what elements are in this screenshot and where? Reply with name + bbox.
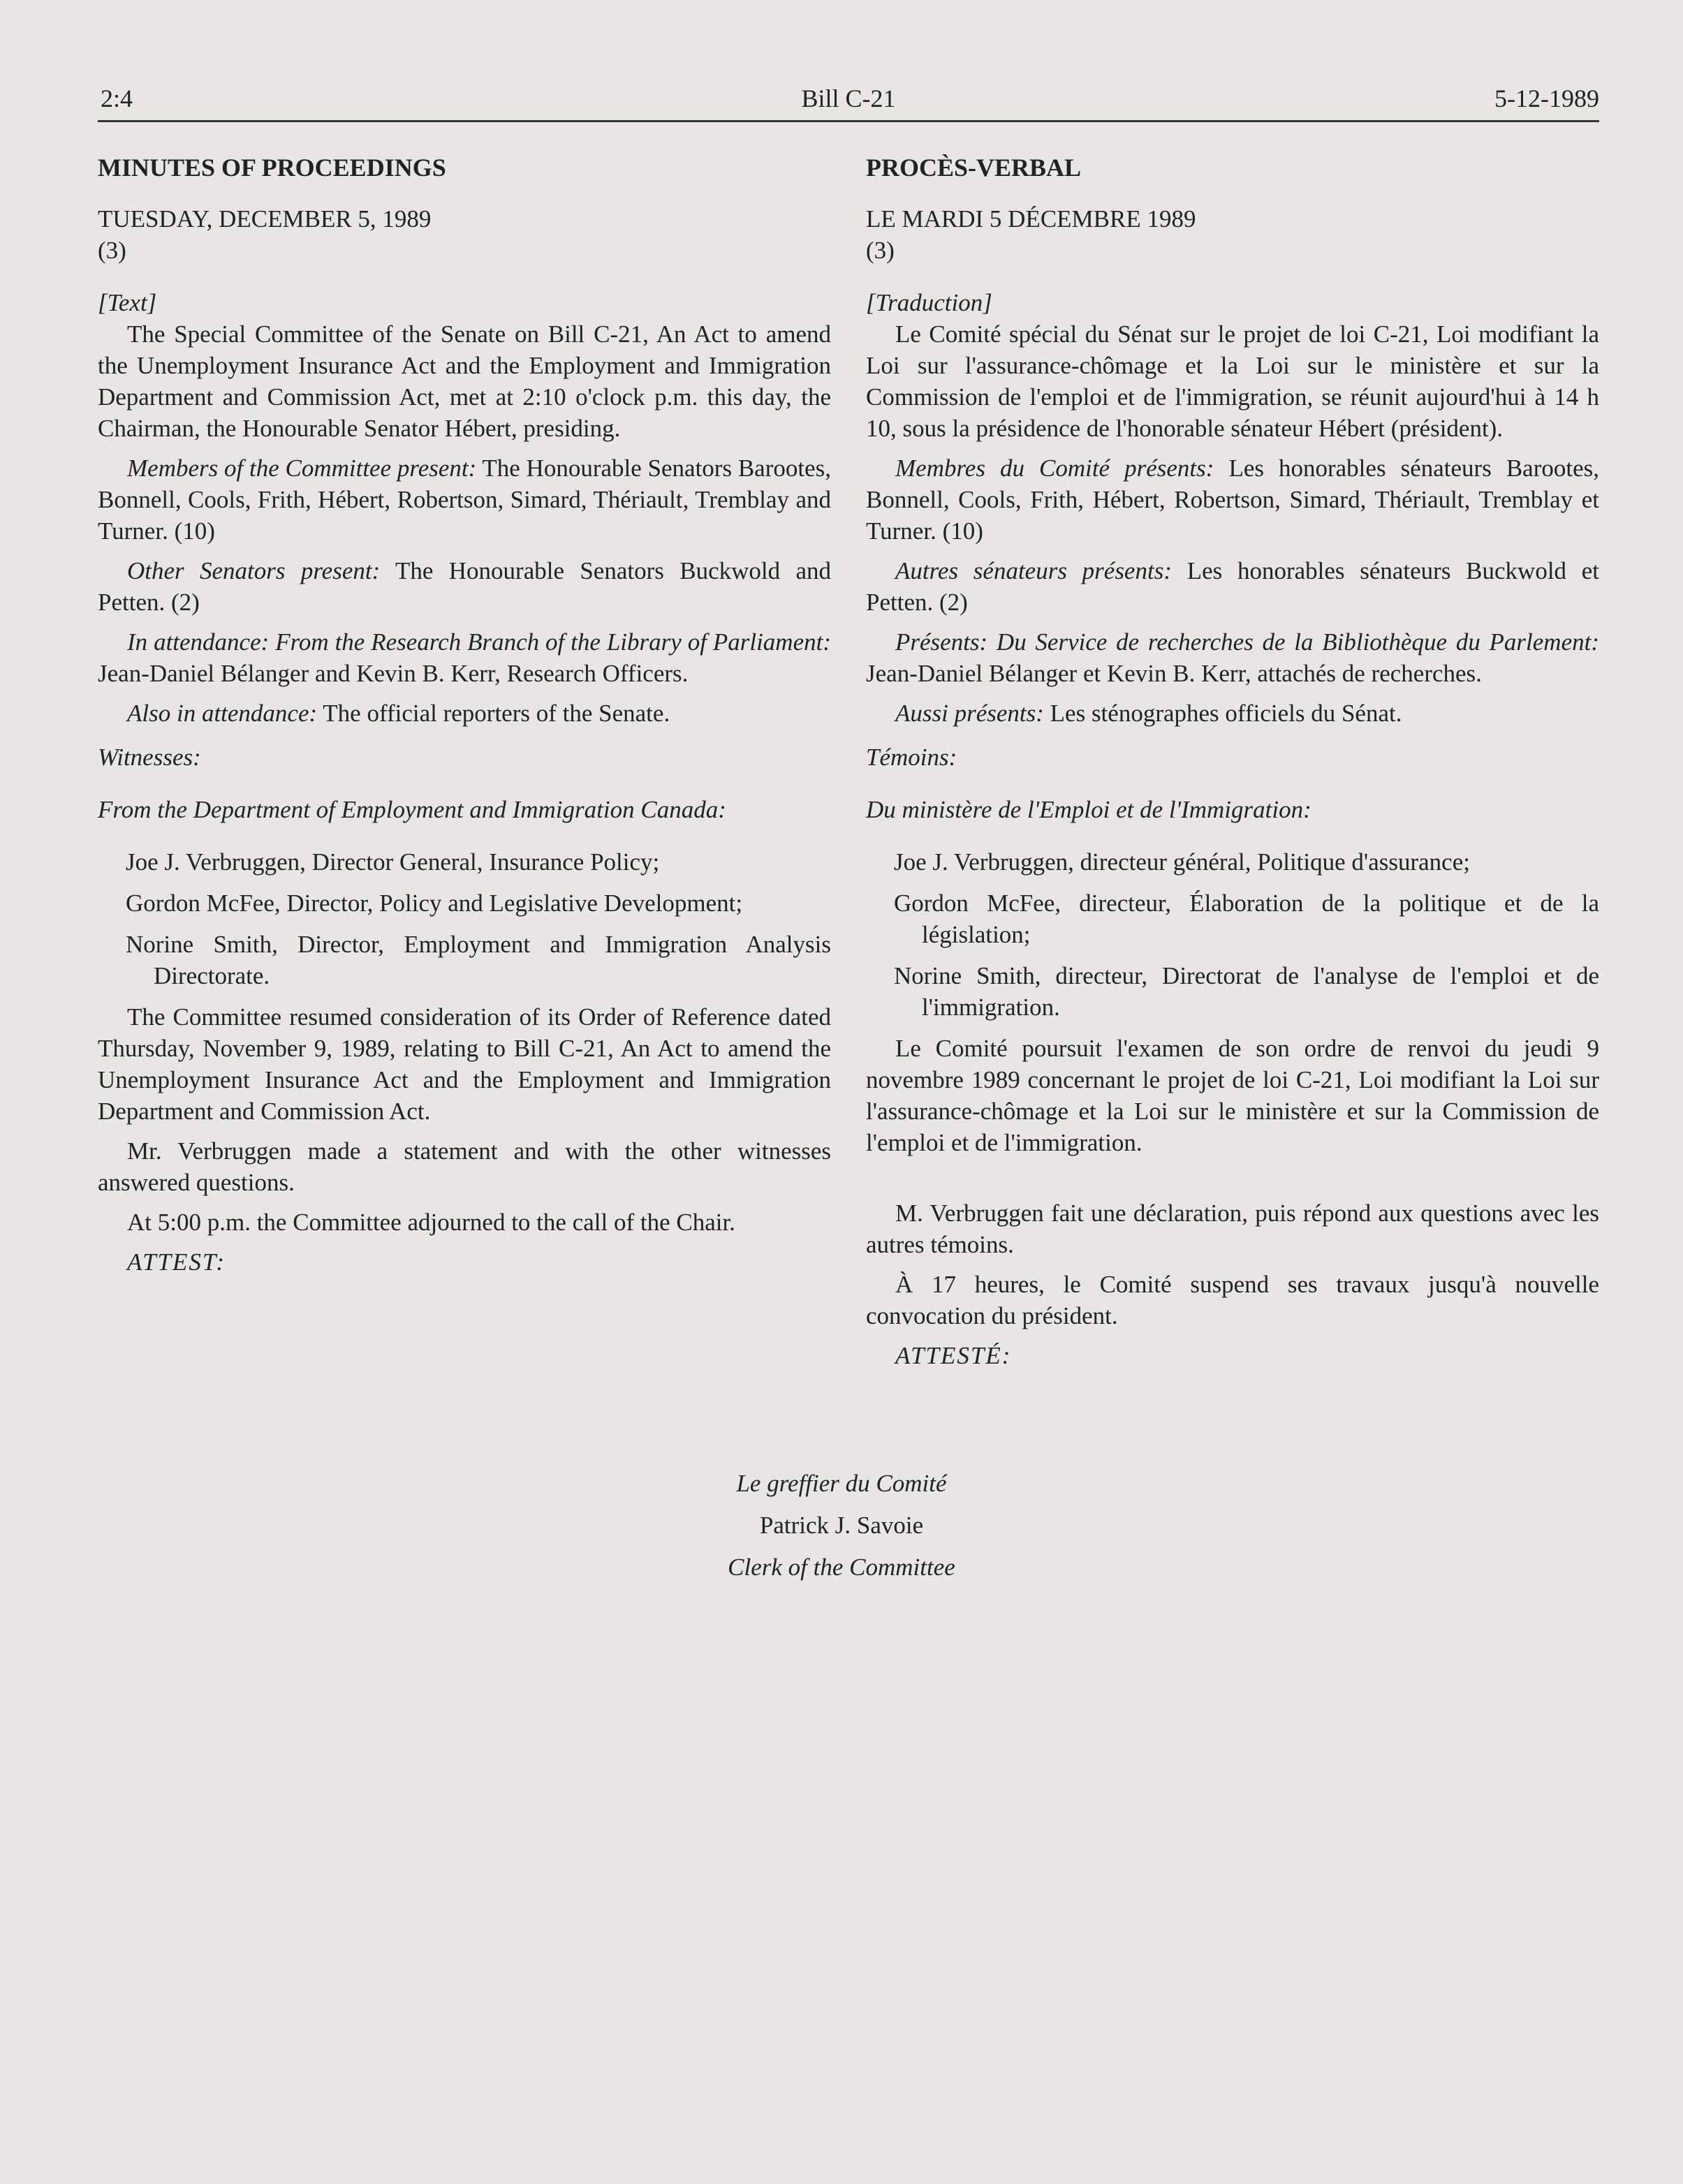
fr-others-label: Autres sénateurs présents: xyxy=(895,557,1172,584)
fr-members-text: Les honorables sénateurs Barootes, Bonnell, Cools, Frith, Hébert, Robertson, Simard, Thériault, Tremblay et Turner. (10) xyxy=(866,455,1599,545)
en-others-paragraph xyxy=(98,555,831,618)
en-attendance-paragraph xyxy=(98,626,831,689)
fr-attendance-paragraph xyxy=(866,626,1599,689)
clerk-role-en: Clerk of the Committee xyxy=(728,1554,955,1581)
fr-intro-paragraph: Le Comité spécial du Sénat sur le projet de loi C-21, Loi modifiant la Loi sur l'assurance-chômage et la Loi sur le ministère et sur la Commission de l'emploi et de l'immigration, se réunit aujourd'hui à 14 h 10, sous la présidence de l'honorable sénateur Hébert (président). xyxy=(866,320,1599,442)
fr-meeting-date: LE MARDI 5 DÉCEMBRE 1989 xyxy=(866,205,1196,233)
page-number: 2:4 xyxy=(101,84,133,112)
fr-witnesses-heading: Témoins: xyxy=(866,744,957,771)
fr-members-paragraph xyxy=(866,452,1599,547)
fr-adjourned-paragraph: À 17 heures, le Comité suspend ses travaux jusqu'à nouvelle convocation du président. xyxy=(866,1271,1599,1329)
en-witness-item: Gordon McFee, Director, Policy and Legislative Development; xyxy=(126,890,743,917)
en-witness-item: Norine Smith, Director, Employment and Immigration Analysis Directorate. xyxy=(126,931,831,989)
page-header xyxy=(98,78,1599,122)
clerk-name: Patrick J. Savoie xyxy=(759,1512,924,1539)
en-adjourned-paragraph: At 5:00 p.m. the Committee adjourned to the call of the Chair. xyxy=(127,1209,735,1236)
en-others-text: The Honourable Senators Buckwold and Petten. (2) xyxy=(98,557,831,616)
en-statement-paragraph: Mr. Verbruggen made a statement and with the other witnesses answered questions. xyxy=(98,1137,831,1196)
en-meeting-number: (3) xyxy=(98,237,126,264)
header-date: 5-12-1989 xyxy=(1494,84,1599,112)
en-language-tag: [Text] xyxy=(98,289,157,316)
en-intro-paragraph: The Special Committee of the Senate on Bill C-21, An Act to amend the Unemployment Insurance Act and the Employment and Immigration Department and Commission Act, met at 2:10 o'clock p.m. this day, the Chairman, the Honourable Senator Hébert, presiding. xyxy=(98,320,831,442)
clerk-role-fr: Le greffier du Comité xyxy=(736,1470,947,1497)
fr-also-text: Les sténographes officiels du Sénat. xyxy=(1043,700,1402,727)
fr-language-tag: [Traduction] xyxy=(866,289,992,316)
en-section-title: MINUTES OF PROCEEDINGS xyxy=(98,154,446,182)
fr-witness-item: Joe J. Verbruggen, directeur général, Politique d'assurance; xyxy=(894,848,1470,876)
fr-attest: ATTESTÉ: xyxy=(895,1342,1012,1369)
fr-statement-paragraph: M. Verbruggen fait une déclaration, puis répond aux questions avec les autres témoins. xyxy=(866,1200,1599,1258)
en-attest: ATTEST: xyxy=(127,1248,226,1276)
fr-resumed-paragraph: Le Comité poursuit l'examen de son ordre de renvoi du jeudi 9 novembre 1989 concernant le projet de loi C-21, Loi modifiant la Loi sur l'assurance-chômage et la Loi sur le ministère et sur la Commission de l'emploi et de l'immigration. xyxy=(866,1035,1599,1156)
fr-also-paragraph xyxy=(866,698,1599,729)
en-others-label: Other Senators present: xyxy=(127,557,381,584)
en-resumed-paragraph: The Committee resumed consideration of its Order of Reference dated Thursday, November 9, 1989, relating to Bill C-21, An Act to amend the Unemployment Insurance Act and the Employment and Immigration Department and Commission Act. xyxy=(98,1003,831,1125)
fr-witness-item: Norine Smith, directeur, Directorat de l'analyse de l'emploi et de l'immigration. xyxy=(894,962,1599,1021)
fr-others-paragraph xyxy=(866,555,1599,618)
en-department: From the Department of Employment and Immigration Canada: xyxy=(98,796,726,823)
en-witness-item: Joe J. Verbruggen, Director General, Insurance Policy; xyxy=(126,848,660,876)
en-attendance-text: Jean-Daniel Bélanger and Kevin B. Kerr, Research Officers. xyxy=(98,660,689,687)
fr-also-label: Aussi présents: xyxy=(895,700,1044,727)
signature-block xyxy=(0,1463,1683,1588)
en-members-text: The Honourable Senators Barootes, Bonnell, Cools, Frith, Hébert, Robertson, Simard, Thériault, Tremblay and Turner. (10) xyxy=(98,455,831,545)
en-members-label: Members of the Committee present: xyxy=(127,455,477,482)
fr-attendance-text: Jean-Daniel Bélanger et Kevin B. Kerr, attachés de recherches. xyxy=(866,660,1482,687)
english-column xyxy=(98,152,831,1278)
fr-members-label: Membres du Comité présents: xyxy=(895,455,1214,482)
en-attendance-label: In attendance: From the Research Branch of the Library of Parliament: xyxy=(127,628,831,656)
fr-spacer xyxy=(866,1167,1599,1197)
en-witnesses-heading: Witnesses: xyxy=(98,744,201,771)
bill-title: Bill C-21 xyxy=(801,84,896,112)
fr-section-title: PROCÈS-VERBAL xyxy=(866,154,1082,182)
en-also-label: Also in attendance: xyxy=(127,700,318,727)
fr-witness-item: Gordon McFee, directeur, Élaboration de la politique et de la législation; xyxy=(894,890,1599,948)
french-column xyxy=(866,152,1599,1371)
en-also-text: The official reporters of the Senate. xyxy=(317,700,670,727)
fr-department: Du ministère de l'Emploi et de l'Immigration: xyxy=(866,796,1311,823)
fr-attendance-label: Présents: Du Service de recherches de la Bibliothèque du Parlement: xyxy=(895,628,1599,656)
en-meeting-date: TUESDAY, DECEMBER 5, 1989 xyxy=(98,205,432,233)
fr-meeting-number: (3) xyxy=(866,237,895,264)
en-also-paragraph xyxy=(98,698,831,729)
en-members-paragraph xyxy=(98,452,831,547)
fr-others-text: Les honorables sénateurs Buckwold et Petten. (2) xyxy=(866,557,1600,616)
